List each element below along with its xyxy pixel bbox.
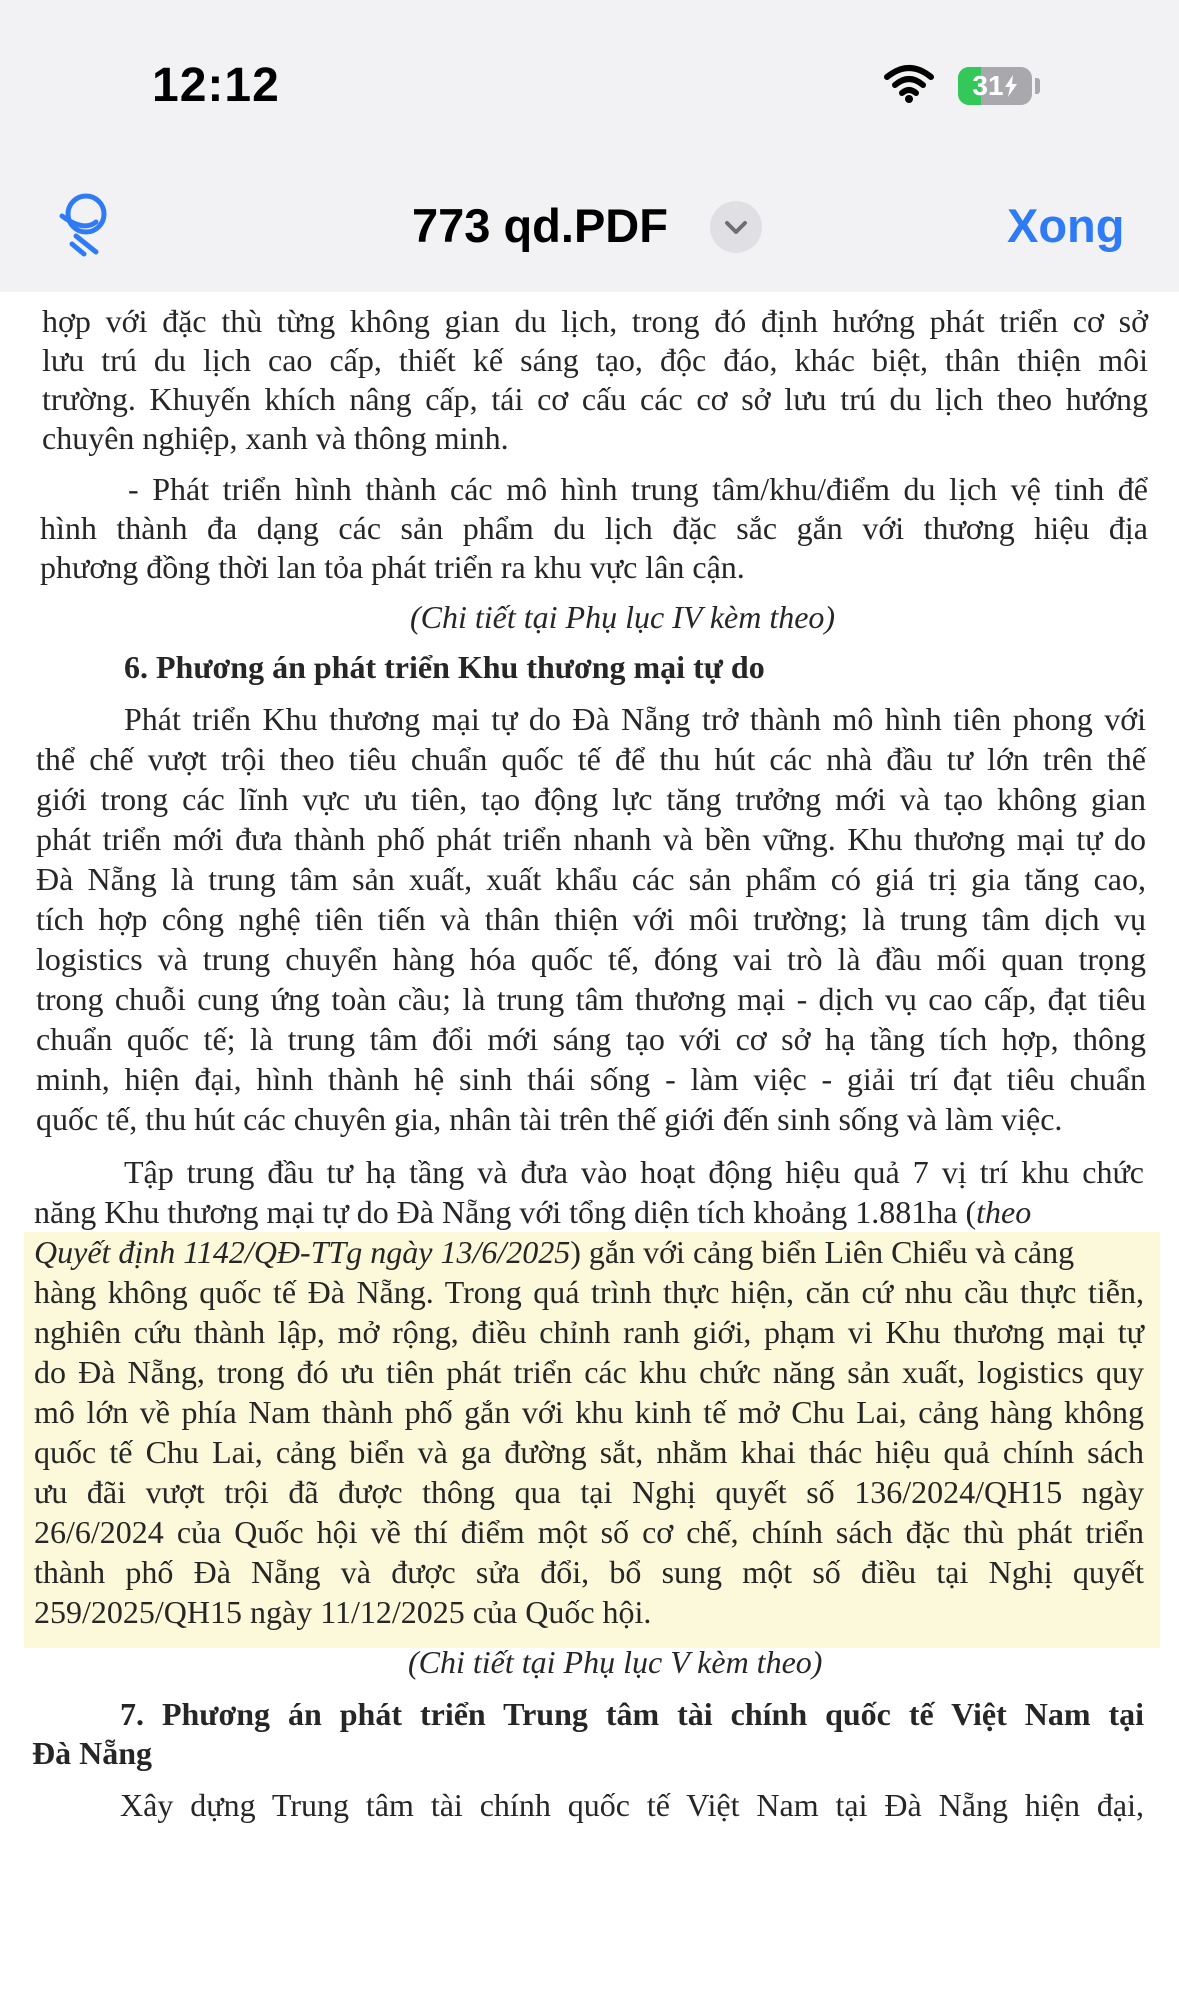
paragraph-line: 26/6/2024 của Quốc hội về thí điểm một số cơ chế, chính sách đặc thù phát triển xyxy=(34,1514,1144,1550)
paragraph-line: do Đà Nẵng, trong đó ưu tiên phát triển các khu chức năng sản xuất, logistics quy xyxy=(34,1354,1144,1390)
paragraph-line: hợp với đặc thù từng không gian du lịch, trong đó định hướng phát triển cơ sở xyxy=(42,303,1148,339)
paragraph-line: - Phát triển hình thành các mô hình trung tâm/khu/điểm du lịch vệ tinh để xyxy=(128,471,1148,507)
paragraph-line: phát triển mới đưa thành phố phát triển nhanh và bền vững. Khu thương mại tự do xyxy=(36,821,1146,857)
appendix-note: (Chi tiết tại Phụ lục V kèm theo) xyxy=(408,1644,823,1680)
paragraph-line: phương đồng thời lan tỏa phát triển ra khu vực lân cận. xyxy=(40,549,745,585)
paragraph-line: logistics và trung chuyển hàng hóa quốc tế, đóng vai trò là đầu mối quan trọng xyxy=(36,941,1146,977)
markup-icon[interactable] xyxy=(54,192,118,260)
paragraph-line: chuyên nghiệp, xanh và thông minh. xyxy=(42,420,509,456)
paragraph-line: Tập trung đầu tư hạ tầng và đưa vào hoạt động hiệu quả 7 vị trí khu chức xyxy=(124,1154,1144,1190)
paragraph-line: quốc tế, thu hút các chuyên gia, nhân tài trên thế giới đến sinh sống và làm việc. xyxy=(36,1101,1063,1137)
paragraph-line: năng Khu thương mại tự do Đà Nẵng với tổng diện tích khoảng 1.881ha (theo xyxy=(34,1194,1032,1230)
status-time: 12:12 xyxy=(152,59,280,112)
paragraph-line: thành phố Đà Nẵng và được sửa đổi, bổ sung một số điều tại Nghị quyết xyxy=(34,1554,1144,1590)
title-menu-button[interactable] xyxy=(710,201,762,253)
paragraph-line: hình thành đa dạng các sản phẩm du lịch đặc sắc gắn với thương hiệu địa xyxy=(40,510,1148,546)
paragraph-line: nghiên cứu thành lập, mở rộng, điều chỉnh ranh giới, phạm vi Khu thương mại tự xyxy=(34,1314,1144,1350)
paragraph-line: Xây dựng Trung tâm tài chính quốc tế Việt Nam tại Đà Nẵng hiện đại, xyxy=(120,1787,1144,1823)
paragraph-line: chuẩn quốc tế; là trung tâm đổi mới sáng tạo với cơ sở hạ tầng tích hợp, thông xyxy=(36,1021,1146,1057)
paragraph-line: Quyết định 1142/QĐ-TTg ngày 13/6/2025) gắn với cảng biển Liên Chiểu và cảng xyxy=(34,1234,1075,1270)
pdf-page[interactable] xyxy=(0,292,1179,1990)
document-title[interactable]: 773 qd.PDF xyxy=(412,199,668,252)
section-heading: 6. Phương án phát triển Khu thương mại tự do xyxy=(124,649,765,685)
paragraph-line: 259/2025/QH15 ngày 11/12/2025 của Quốc hội. xyxy=(34,1594,652,1630)
battery-level: 31 xyxy=(972,70,1004,101)
wifi-icon xyxy=(884,64,934,104)
battery-nub xyxy=(1035,78,1040,94)
paragraph-line: Đà Nẵng là trung tâm sản xuất, xuất khẩu các sản phẩm có giá trị gia tăng cao, xyxy=(36,861,1146,897)
section-heading: Đà Nẵng xyxy=(32,1735,153,1771)
chevron-down-icon xyxy=(723,216,749,238)
paragraph-line: minh, hiện đại, hình thành hệ sinh thái sống - làm việc - giải trí đạt tiêu chuẩn xyxy=(36,1061,1146,1097)
paragraph-line: lưu trú du lịch cao cấp, thiết kế sáng tạo, độc đáo, khác biệt, thân thiện môi xyxy=(42,342,1148,378)
charging-bolt-icon xyxy=(1004,75,1018,97)
battery-icon xyxy=(958,67,1032,105)
paragraph-line: Phát triển Khu thương mại tự do Đà Nẵng trở thành mô hình tiên phong với xyxy=(124,701,1146,737)
top-bar xyxy=(0,0,1179,292)
paragraph-line: hàng không quốc tế Đà Nẵng. Trong quá trình thực hiện, căn cứ nhu cầu thực tiễn, xyxy=(34,1274,1144,1310)
paragraph-line: quốc tế Chu Lai, cảng biển và ga đường sắt, nhằm khai thác hiệu quả chính sách xyxy=(34,1434,1144,1470)
paragraph-line: trong chuỗi cung ứng toàn cầu; là trung tâm thương mại - dịch vụ cao cấp, đạt tiêu xyxy=(36,981,1146,1017)
paragraph-line: giới trong các lĩnh vực ưu tiên, tạo động lực tăng trưởng mới và tạo không gian xyxy=(36,781,1146,817)
paragraph-line: tích hợp công nghệ tiên tiến và thân thiện với môi trường; là trung tâm dịch vụ xyxy=(36,901,1146,937)
paragraph-line: thể chế vượt trội theo tiêu chuẩn quốc tế để thu hút các nhà đầu tư lớn trên thế xyxy=(36,741,1146,777)
done-button[interactable]: Xong xyxy=(1007,199,1125,252)
paragraph-line: ưu đãi vượt trội đã được thông qua tại Nghị quyết số 136/2024/QH15 ngày xyxy=(34,1474,1144,1510)
appendix-note: (Chi tiết tại Phụ lục IV kèm theo) xyxy=(410,599,836,635)
section-heading: 7. Phương án phát triển Trung tâm tài chính quốc tế Việt Nam tại xyxy=(120,1696,1144,1732)
paragraph-line: mô lớn về phía Nam thành phố gắn với khu kinh tế mở Chu Lai, cảng hàng không xyxy=(34,1394,1144,1430)
paragraph-line: trường. Khuyến khích nâng cấp, tái cơ cấu các cơ sở lưu trú du lịch theo hướng xyxy=(42,381,1148,417)
